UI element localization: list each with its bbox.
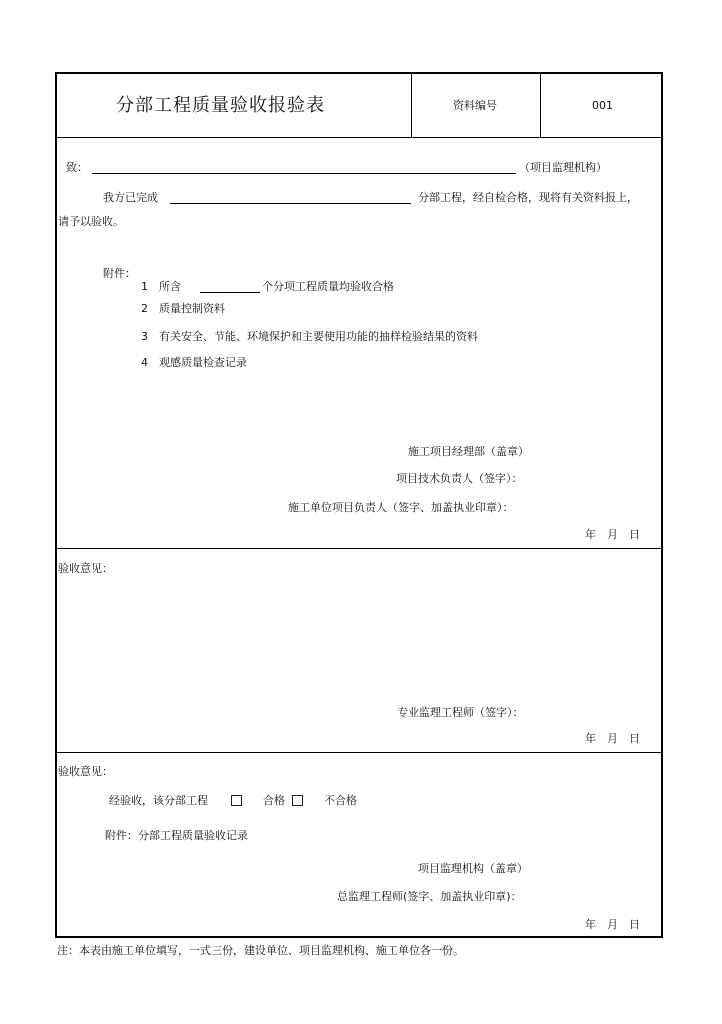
attachment-4-num: 4 [141,356,148,369]
section3-attachment: 附件：分部工程质量验收记录 [105,829,248,842]
attachment-1-text-before: 所含 [159,280,181,293]
section2-date: 年 月 日 [585,732,640,745]
attachments-label: 附件： [103,267,136,280]
form-title: 分部工程质量验收报验表 [116,95,325,116]
section3-date: 年 月 日 [585,918,640,931]
section2-divider [55,752,663,753]
sign-tech: 项目技术负责人（签字）： [396,472,523,485]
to-suffix: （项目监理机构） [519,161,607,174]
header-divider [55,137,663,138]
sign-unit: 施工单位项目负责人（签字、加盖执业印章）： [288,501,514,514]
verify-text: 经验收，该分部工程 [109,794,208,807]
attachment-3-num: 3 [141,330,148,343]
subitem-count-line[interactable] [200,292,260,293]
sign-org: 项目监理机构（盖章） [418,862,528,875]
attachment-3-text: 有关安全、节能、环境保护和主要使用功能的抽样检验结果的资料 [159,330,478,343]
section3-opinion-label: 验收意见： [58,765,113,778]
option-fail-label: 不合格 [324,794,357,807]
header-col-divider-1 [411,72,412,138]
section1-divider [55,548,663,549]
to-label: 致： [66,161,88,174]
completed-suffix: 分部工程，经自检合格，现将有关资料报上， [418,191,638,204]
footer-note: 注：本表由施工单位填写，一式三份，建设单位、项目监理机构、施工单位各一份。 [57,944,464,957]
verify-checkbox[interactable] [231,795,242,806]
sign-chief: 总监理工程师(签字、加盖执业印章)： [337,890,522,903]
attachment-2-num: 2 [141,302,148,315]
section2-opinion-label: 验收意见： [58,562,113,575]
attachment-2-text: 质量控制资料 [159,302,225,315]
doc-no-label: 资料编号 [453,99,497,112]
attachment-1-text-after: 个分项工程质量均验收合格 [262,280,394,293]
pass-checkbox[interactable] [292,795,303,806]
completed-prefix: 我方已完成 [103,191,158,204]
section2-sign: 专业监理工程师（签字）： [397,706,524,719]
sign-dept: 施工项目经理部（盖章） [408,445,529,458]
option-pass-label: 合格 [263,794,285,807]
to-field-line[interactable] [92,173,516,174]
doc-no-value[interactable]: 001 [592,99,613,112]
section1-date: 年 月 日 [585,528,640,541]
attachment-4-text: 观感质量检查记录 [159,356,247,369]
project-field-line[interactable] [170,203,411,204]
header-col-divider-2 [540,72,541,138]
attachment-1-num: 1 [141,280,148,293]
request-text: 请予以验收。 [58,215,124,228]
